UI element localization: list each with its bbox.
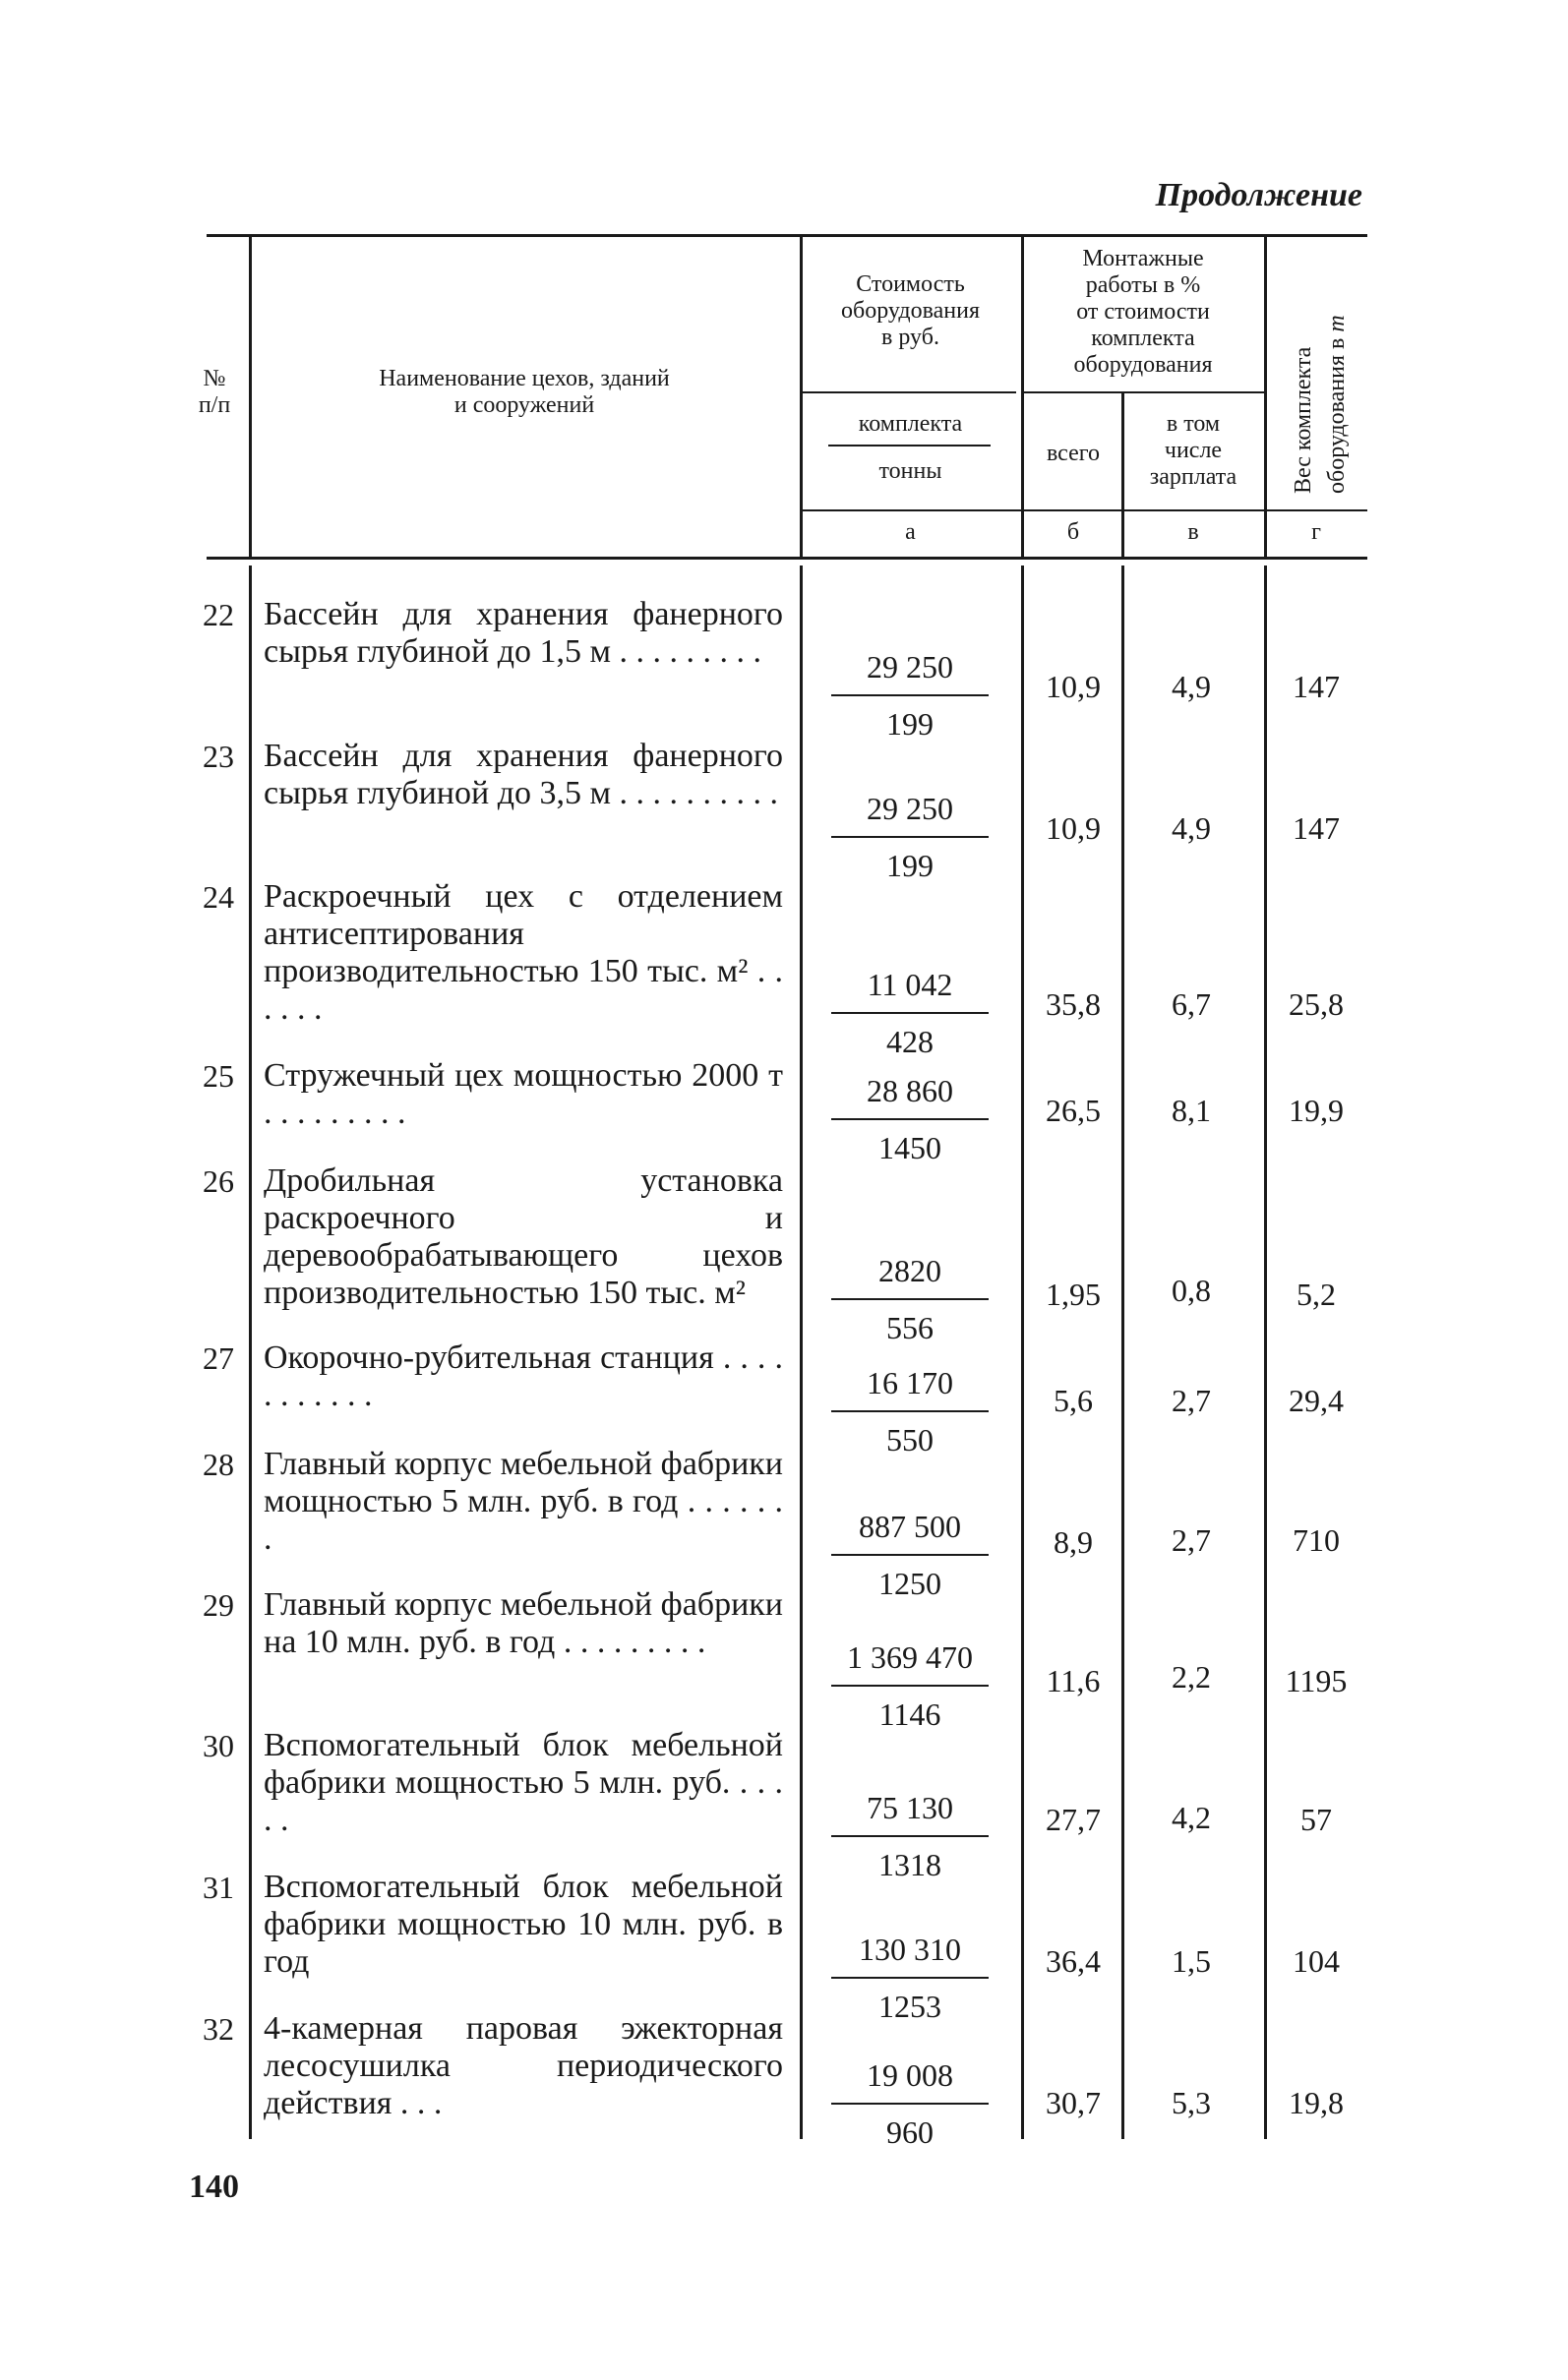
row-num: 32 [203,2011,234,2047]
col-line-3 [1021,236,1024,559]
body-line-1 [249,565,252,2139]
row-install-wages: 1,5 [1172,1943,1211,1979]
table-top-rule [207,234,1367,237]
header-name: Наименование цехов, зданий и сооружений [379,366,670,418]
row-cost [831,1932,989,2024]
row-install-wages: 8,1 [1172,1093,1211,1128]
row-cost-ton: 1450 [878,1130,941,1165]
row-cost-ton: 199 [886,706,934,742]
row-weight: 710 [1293,1522,1340,1558]
fraction-bar [831,1410,989,1412]
row-install-total: 11,6 [1046,1663,1101,1698]
continuation-label: Продолжение [1155,177,1362,213]
row-cost-set: 29 250 [867,791,953,826]
row-cost-set: 75 130 [867,1790,953,1825]
row-install-total: 5,6 [1054,1383,1093,1418]
body-line-2 [800,565,803,2139]
fraction-bar [831,1554,989,1556]
row-weight: 147 [1293,669,1340,704]
cost-subheader-rule [802,391,1016,393]
row-cost-set: 130 310 [859,1932,961,1967]
row-cost [831,649,989,742]
header-install-wages: в том числе зарплата [1149,411,1237,490]
col-line-1 [249,236,252,559]
header-cost-ton: тонны [878,458,942,484]
header-cost-set: комплекта [858,411,963,437]
row-num: 23 [203,739,234,774]
row-name: Бассейн для хранения фанерного сырья глубиной до 1,5 м . . . . . . . . . [264,596,783,670]
row-name: Бассейн для хранения фанерного сырья глубиной до 3,5 м . . . . . . . . . . [264,738,783,811]
row-num: 29 [203,1587,234,1623]
row-cost [831,2057,989,2150]
row-install-total: 26,5 [1046,1093,1101,1128]
body-line-5 [1264,565,1267,2139]
header-letter-v: в [1187,519,1199,545]
row-cost [831,791,989,883]
row-cost [831,1365,989,1458]
row-cost-ton: 960 [886,2114,934,2150]
page-number: 140 [189,2169,239,2205]
row-cost-set: 11 042 [867,967,953,1002]
header-num: № п/п [198,366,231,418]
col-line-2 [800,236,803,559]
row-install-wages: 2,7 [1172,1383,1211,1418]
row-num: 28 [203,1447,234,1482]
install-subheader-rule [1023,391,1264,393]
row-install-wages: 4,2 [1172,1800,1211,1835]
row-name: Главный корпус мебельной фабрики мощностью 5 млн. руб. в год . . . . . . . [264,1446,783,1557]
row-num: 30 [203,1728,234,1763]
row-cost-ton: 1146 [878,1696,941,1732]
row-num: 24 [203,879,234,915]
row-name: Вспомогательный блок мебельной фабрики мощностью 10 млн. руб. в год [264,1869,783,1980]
row-install-wages: 0,8 [1172,1273,1211,1308]
row-install-wages: 2,7 [1172,1522,1211,1558]
row-name: 4-камерная паровая эжекторная лесосушилка периодического действия . . . [264,2010,783,2121]
row-install-total: 8,9 [1054,1524,1093,1560]
row-weight: 19,8 [1289,2085,1344,2120]
row-cost [831,967,989,1059]
row-num: 25 [203,1058,234,1094]
row-name: Стружечный цех мощностью 2000 т . . . . . . . . . [264,1057,783,1131]
fraction-bar [831,694,989,696]
header-install: Монтажные работы в % от стоимости комплекта оборудования [1073,246,1213,378]
header-letter-rule [802,509,1367,511]
row-install-wages: 4,9 [1172,669,1211,704]
row-weight: 1195 [1285,1663,1348,1698]
row-install-wages: 6,7 [1172,986,1211,1022]
row-num: 26 [203,1163,234,1199]
row-weight: 104 [1293,1943,1340,1979]
row-num: 27 [203,1340,234,1376]
row-install-wages: 5,3 [1172,2085,1211,2120]
row-weight: 5,2 [1297,1277,1336,1312]
header-bottom-rule [207,557,1367,560]
row-cost-set: 1 369 470 [847,1639,973,1675]
row-cost [831,1073,989,1165]
header-install-total: всего [1046,441,1101,466]
fraction-bar [831,2103,989,2105]
row-cost [831,1790,989,1882]
row-name: Дробильная установка раскроечного и деревообрабатывающего цехов производительностью 150 тыс. м² [264,1162,783,1311]
row-name: Окорочно-рубительная станция . . . . . . . . . . . [264,1339,783,1413]
row-cost-set: 2820 [878,1253,941,1288]
row-cost-set: 29 250 [867,649,953,684]
row-cost-set: 16 170 [867,1365,953,1400]
row-weight: 19,9 [1289,1093,1344,1128]
header-cost: Стоимость оборудования в руб. [841,271,980,350]
row-name: Вспомогательный блок мебельной фабрики мощностью 5 млн. руб. . . . . . [264,1727,783,1838]
fraction-bar [831,1685,989,1687]
row-cost [831,1639,989,1732]
fraction-bar [831,1298,989,1300]
row-cost [831,1509,989,1601]
row-weight: 25,8 [1289,986,1344,1022]
row-install-total: 30,7 [1046,2085,1101,2120]
row-install-total: 10,9 [1046,669,1101,704]
fraction-bar [831,1977,989,1979]
row-cost-set: 19 008 [867,2057,953,2093]
fraction-bar [831,836,989,838]
row-install-wages: 2,2 [1172,1659,1211,1695]
body-line-4 [1121,565,1124,2139]
row-install-total: 35,8 [1046,986,1101,1022]
col-line-5 [1264,236,1267,559]
row-cost-ton: 199 [886,848,934,883]
fraction-bar [831,1012,989,1014]
row-cost-ton: 1250 [878,1566,941,1601]
row-cost-ton: 556 [886,1310,934,1345]
cost-sub-divider [828,445,991,446]
row-install-wages: 4,9 [1172,810,1211,846]
row-cost-ton: 1318 [878,1847,941,1882]
row-cost-ton: 1253 [878,1989,941,2024]
row-install-total: 1,95 [1046,1277,1101,1312]
row-weight: 57 [1300,1802,1332,1837]
row-name: Главный корпус мебельной фабрики на 10 млн. руб. в год . . . . . . . . . [264,1586,783,1660]
fraction-bar [831,1835,989,1837]
row-cost [831,1253,989,1345]
row-install-total: 36,4 [1046,1943,1101,1979]
header-letter-g: г [1311,519,1321,545]
body-line-3 [1021,565,1024,2139]
header-weight: Вес комплекта [1291,346,1316,494]
row-cost-set: 28 860 [867,1073,953,1108]
row-install-total: 10,9 [1046,810,1101,846]
fraction-bar [831,1118,989,1120]
row-cost-set: 887 500 [859,1509,961,1544]
row-num: 31 [203,1870,234,1905]
row-weight: 29,4 [1289,1383,1344,1418]
row-cost-ton: 428 [886,1024,934,1059]
row-num: 22 [203,597,234,632]
row-install-total: 27,7 [1046,1802,1101,1837]
header-letter-b: б [1066,519,1080,545]
header-weight-line2: оборудования в т [1324,315,1350,494]
row-weight: 147 [1293,810,1340,846]
header-letter-a: а [905,519,916,545]
row-cost-ton: 550 [886,1422,934,1458]
row-name: Раскроечный цех с отделением антисептирования производительностью 150 тыс. м² . . . . . . [264,878,783,1027]
